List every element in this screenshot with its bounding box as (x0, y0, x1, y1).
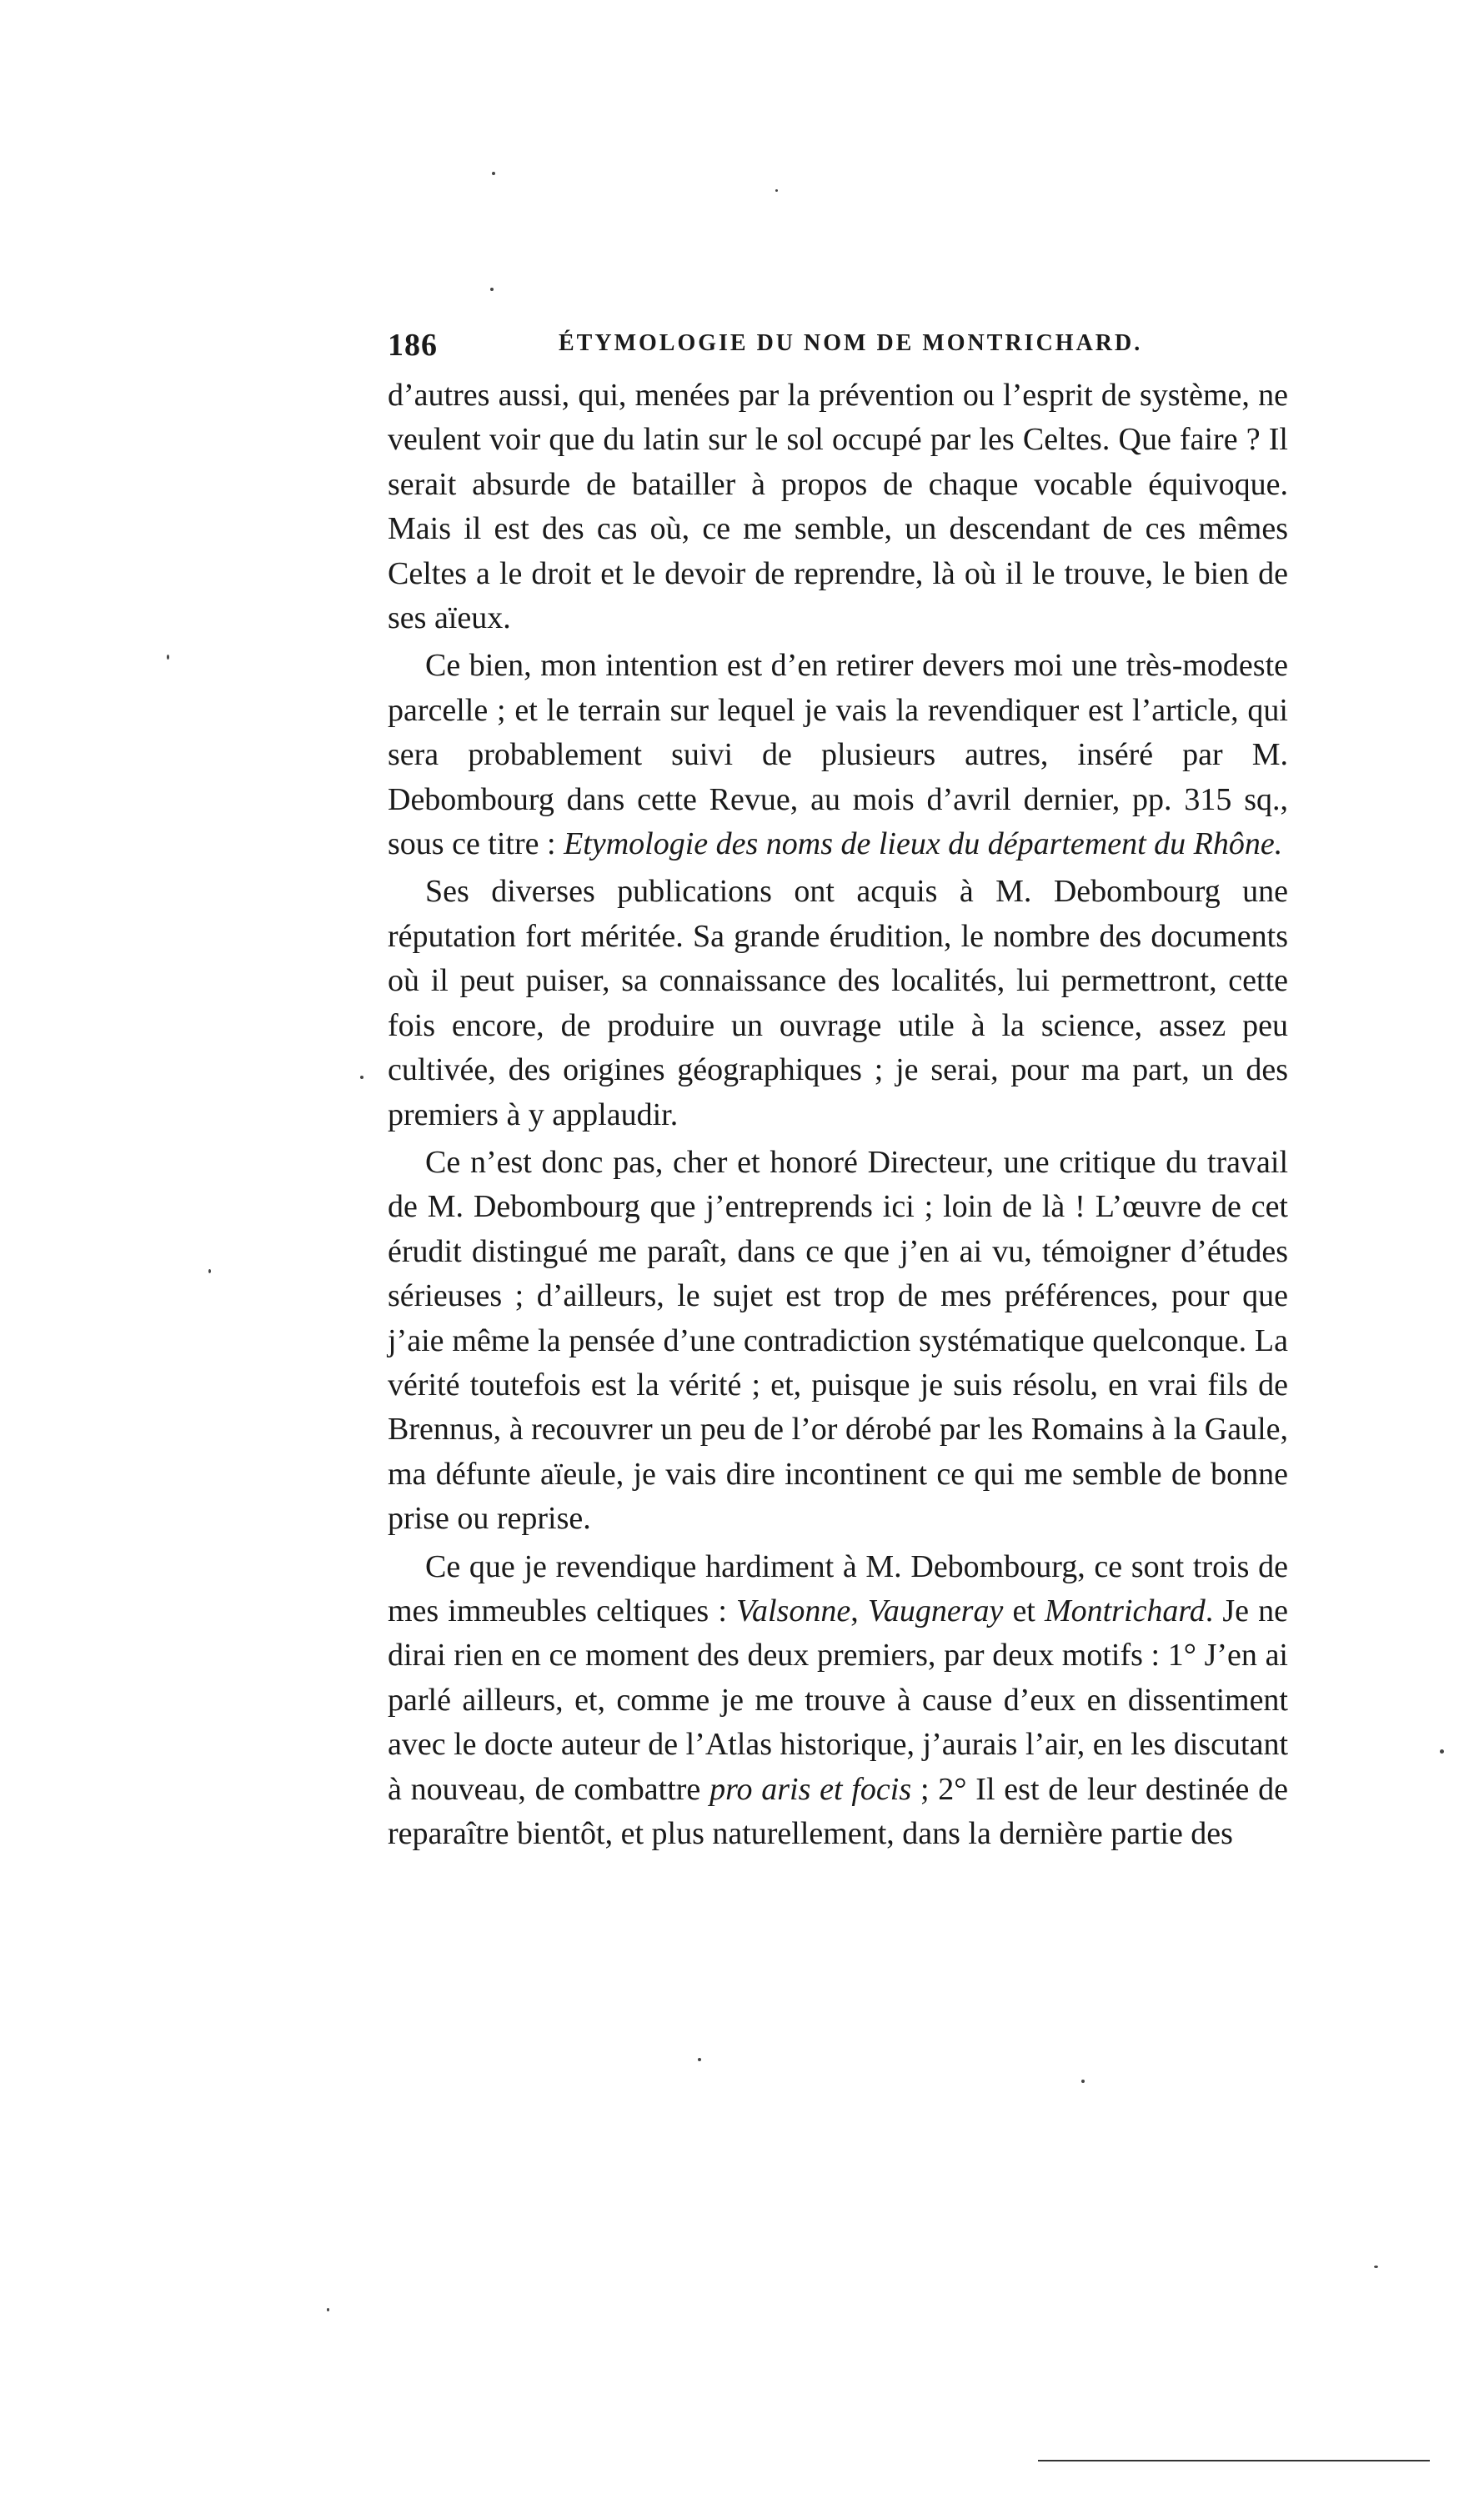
page-number: 186 (388, 328, 438, 363)
scan-speck (327, 2308, 329, 2311)
italic-text: Etymologie des noms de lieux du département du Rhône. (564, 826, 1283, 862)
paragraph-2 (388, 644, 1288, 866)
text-run: , (850, 1593, 868, 1628)
italic-text: Montrichard (1044, 1593, 1206, 1628)
footer-rule (1038, 2460, 1430, 2461)
scan-speck (775, 189, 778, 192)
italic-text: Valsonne (735, 1593, 851, 1628)
scan-speck (490, 288, 494, 291)
scan-speck (1440, 1749, 1444, 1754)
text-run: Ce que je revendique hardiment à M. Debombourg, ce sont trois de mes immeubles celtiques : (388, 1548, 1288, 1628)
text-run: Ce n’est donc pas, cher et honoré Directeur, une critique du travail de M. Debombourg que j’entreprends ici ; loin de là ! L’œuvre de cet érudit distingué me paraît, dans ce que j’en ai vu, témoigner d’études sérieuses ; d’ailleurs, le sujet est trop de mes préférences, pour que j’aie même la pensée d’une contradiction systématique quelconque. La vérité toutefois est la vérité ; et, puisque je suis résolu, en vrai fils de Brennus, à recouvrer un peu de l’or dérobé par les Romains à la Gaule, ma défunte aïeule, je vais dire incontinent ce qui me semble de bonne prise ou reprise. (388, 1144, 1288, 1537)
paragraph-5 (388, 1545, 1288, 1857)
paragraph-4 (388, 1141, 1288, 1542)
text-run: Ses diverses publications ont acquis à M. Debombourg une réputation fort méritée. Sa grande érudition, le nombre des documents où il peut puiser, sa connaissance des localités, lui permettront, cette fois encore, de produire un ouvrage utile à la science, assez peu cultivée, des origines géographiques ; je serai, pour ma part, un des premiers à y applaudir. (388, 874, 1288, 1132)
scan-speck (698, 2058, 701, 2061)
italic-text: Vaugneray (867, 1593, 1004, 1628)
paragraph-3 (388, 870, 1288, 1137)
italic-text: pro aris et focis (709, 1771, 912, 1807)
text-run: Ce bien, mon intention est d’en retirer devers moi une très-modeste parcelle ; et le terrain sur lequel je vais la revendiquer est l’article, qui sera probablement suivi de plusieurs autres, inséré par M. Debombourg dans cette Revue, au mois d’avril dernier, pp. 315 sq., sous ce titre : (388, 648, 1288, 862)
scan-speck (167, 655, 169, 660)
paragraph-1 (388, 374, 1288, 640)
running-title: ÉTYMOLOGIE DU NOM DE MONTRICHARD. (559, 330, 1143, 356)
body-text (388, 374, 1288, 1859)
scan-speck (1081, 2080, 1085, 2083)
running-head (388, 327, 1288, 369)
text-run: et (1003, 1593, 1045, 1628)
scan-speck (1374, 2266, 1378, 2268)
scan-speck (360, 1076, 363, 1079)
scan-speck (208, 1269, 211, 1273)
text-run: . Je ne dirai rien en ce moment des deux premiers, par deux motifs : 1° J’en ai parlé ailleurs, et, comme je me trouve à cause d’eux en dissentiment avec le docte auteur de l’Atlas historique, j’aurais l’air, en les discutant à nouveau, de combattre (388, 1593, 1289, 1807)
text-run: d’autres aussi, qui, menées par la prévention ou l’esprit de système, ne veulent voir que du latin sur le sol occupé par les Celtes. Que faire ? Il serait absurde de batailler à propos de chaque vocable équivoque. Mais il est des cas où, ce me semble, un descendant de ces mêmes Celtes a le droit et le devoir de reprendre, là où il le trouve, le bien de ses aïeux. (388, 378, 1288, 636)
text-run: ; 2° Il est de leur destinée de reparaître bientôt, et plus naturellement, dans la dernière partie des (388, 1771, 1288, 1851)
scan-speck (492, 172, 495, 175)
